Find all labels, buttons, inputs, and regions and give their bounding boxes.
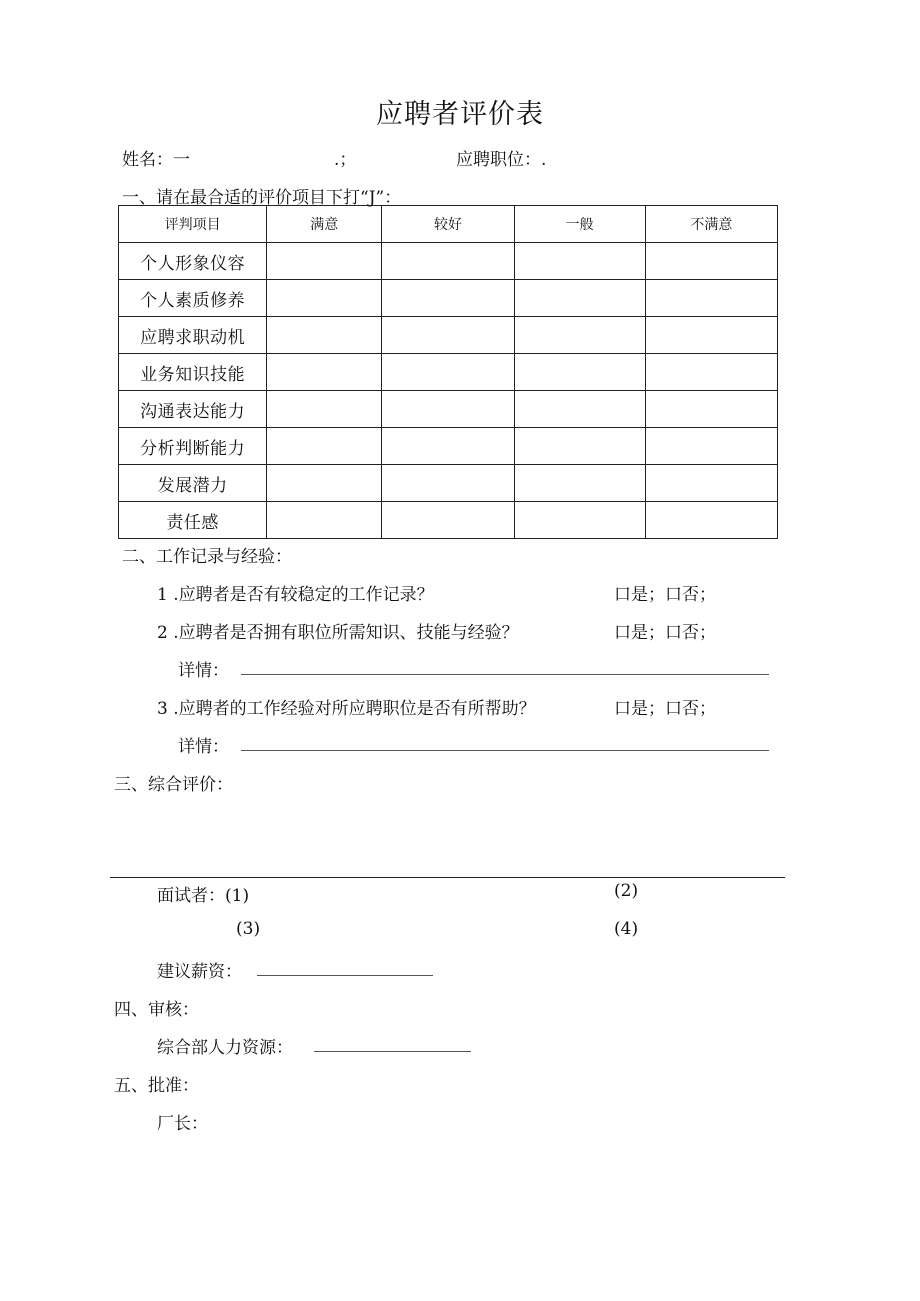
details-input-line-2[interactable] [241,750,769,751]
interviewer-slot-2: (2) [614,881,639,901]
col-header-good: 较好 [382,206,514,243]
rating-cell[interactable] [645,391,777,428]
question-number: 3 [157,699,168,719]
row-label: 业务知识技能 [119,354,267,391]
salary-input-line[interactable] [257,975,433,976]
rating-cell[interactable] [645,354,777,391]
rating-cell[interactable] [267,280,382,317]
table-row [119,428,778,465]
salary-label: 建议薪资： [157,962,242,982]
evaluation-table [118,205,778,539]
question-1 [157,580,434,605]
yes-checkbox[interactable]: 口是； [614,699,665,719]
name-separator: .； [334,150,357,170]
section3-heading: 三、综合评价： [114,775,233,795]
row-label: 应聘求职动机 [119,317,267,354]
col-header-item: 评判项目 [119,206,267,243]
rating-cell[interactable] [645,502,777,539]
rating-cell[interactable] [382,280,514,317]
rating-cell[interactable] [514,354,645,391]
table-row [119,317,778,354]
question-3 [157,694,536,719]
col-header-satisfied: 满意 [267,206,382,243]
yes-checkbox[interactable]: 口是； [614,585,665,605]
rating-cell[interactable] [267,354,382,391]
question-1-options [614,580,716,605]
table-row [119,354,778,391]
question-text: .应聘者是否有较稳定的工作记录？ [173,585,434,605]
question-3-options [614,694,716,719]
question-number: 2 [157,623,168,643]
rating-cell[interactable] [267,502,382,539]
table-row [119,280,778,317]
rating-cell[interactable] [645,243,777,280]
row-label: 责任感 [119,502,267,539]
rating-cell[interactable] [645,317,777,354]
rating-cell[interactable] [267,465,382,502]
rating-cell[interactable] [514,502,645,539]
rating-cell[interactable] [514,280,645,317]
rating-cell[interactable] [382,465,514,502]
name-label: 姓名：一 [122,150,190,170]
rating-cell[interactable] [267,317,382,354]
question-text: .应聘者是否拥有职位所需知识、技能与经验？ [173,623,519,643]
question-text: .应聘者的工作经验对所应聘职位是否有所帮助？ [173,699,536,719]
rating-cell[interactable] [514,317,645,354]
rating-cell[interactable] [645,465,777,502]
rating-cell[interactable] [382,391,514,428]
page-title: 应聘者评价表 [376,99,544,130]
table-header-row [119,206,778,243]
rating-cell[interactable] [382,243,514,280]
hr-input-line[interactable] [314,1051,471,1052]
table-row [119,391,778,428]
rating-cell[interactable] [514,428,645,465]
no-checkbox[interactable]: 口否； [665,585,716,605]
col-header-unsatisfied: 不满意 [645,206,777,243]
director-label: 厂长： [157,1114,208,1134]
row-label: 分析判断能力 [119,428,267,465]
section1-heading: 一、请在最合适的评价项目下打“J”： [122,188,402,208]
rating-cell[interactable] [382,502,514,539]
section4-heading: 四、审核： [114,1000,199,1020]
table-row [119,465,778,502]
rating-cell[interactable] [514,465,645,502]
details-label-2: 详情： [178,737,229,757]
rating-cell[interactable] [267,428,382,465]
question-number: 1 [157,585,168,605]
details-label-1: 详情： [178,661,229,681]
rating-cell[interactable] [267,391,382,428]
row-label: 个人形象仪容 [119,243,267,280]
section5-heading: 五、批准： [114,1076,199,1096]
rating-cell[interactable] [514,391,645,428]
interviewer-label: 面试者： [157,886,225,906]
details-input-line-1[interactable] [241,674,769,675]
table-row [119,243,778,280]
rating-cell[interactable] [382,428,514,465]
interviewer-slot-3: (3) [236,919,261,939]
table-row [119,502,778,539]
hr-label: 综合部人力资源： [157,1038,293,1058]
question-2 [157,618,519,643]
col-header-average: 一般 [514,206,645,243]
rating-cell[interactable] [514,243,645,280]
yes-checkbox[interactable]: 口是； [614,623,665,643]
rating-cell[interactable] [382,354,514,391]
overall-evaluation-line[interactable] [110,877,785,878]
row-label: 沟通表达能力 [119,391,267,428]
question-2-options [614,618,716,643]
rating-cell[interactable] [645,428,777,465]
interviewer-slot-4: (4) [614,919,639,939]
position-label: 应聘职位：. [456,150,547,170]
no-checkbox[interactable]: 口否； [665,623,716,643]
rating-cell[interactable] [267,243,382,280]
interviewer-row [157,881,249,906]
rating-cell[interactable] [645,280,777,317]
row-label: 个人素质修养 [119,280,267,317]
rating-cell[interactable] [382,317,514,354]
section2-heading: 二、工作记录与经验： [122,547,292,567]
no-checkbox[interactable]: 口否； [665,699,716,719]
row-label: 发展潜力 [119,465,267,502]
interviewer-slot-1: (1) [225,886,250,906]
